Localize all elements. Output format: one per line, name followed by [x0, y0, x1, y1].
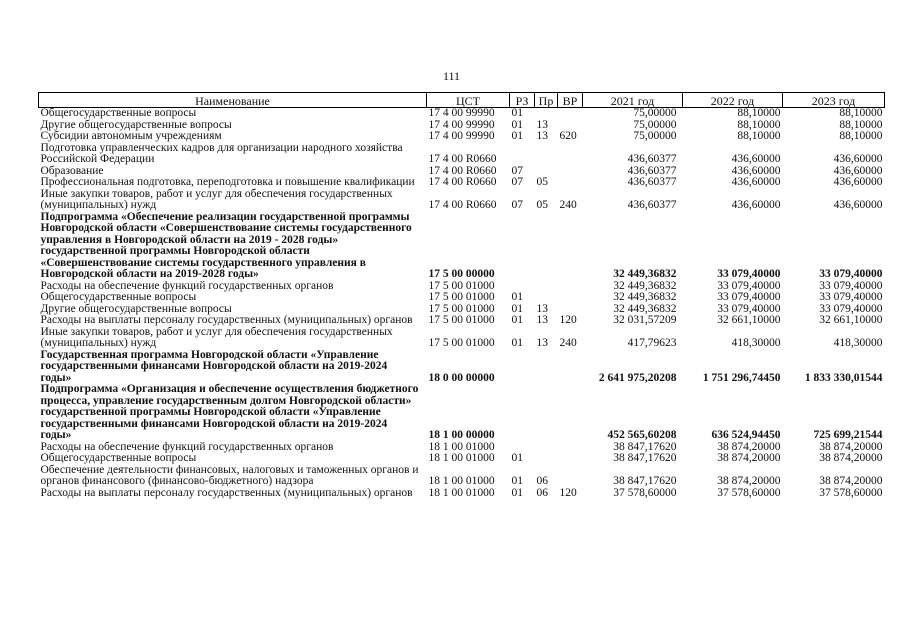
header-name: Наименование	[39, 93, 427, 108]
row-name: Субсидии автономным учреждениям	[40, 130, 222, 142]
row-pr: 05	[536, 176, 548, 188]
row-vr	[558, 442, 583, 454]
row-vr: 620	[559, 130, 577, 142]
table-row	[39, 177, 885, 189]
row-value-2023: 88,10000	[839, 118, 883, 131]
row-cst: 17 5 00 01000	[428, 302, 495, 315]
row-name: Профессиональная подготовка, переподготовка и повышение квалификации	[40, 176, 415, 188]
row-value-2023: 33 079,40000	[819, 279, 883, 292]
row-pr: 06	[536, 475, 548, 487]
row-vr: 240	[559, 199, 577, 211]
row-value-2021: 436,60377	[627, 199, 677, 211]
row-value-2022: 436,60000	[731, 153, 781, 165]
row-pr: 13	[536, 130, 548, 142]
row-name: Государственная программа Новгородской области «Управление государственными финансами Новгородской области на 2019-2024 годы»	[40, 348, 388, 384]
table-row	[39, 488, 885, 500]
row-pr	[535, 143, 558, 166]
row-value-2023: 33 079,40000	[819, 302, 883, 315]
row-vr	[558, 108, 583, 120]
row-value-2022: 636 524,94450	[711, 429, 781, 441]
row-value-2021: 436,60377	[627, 164, 677, 177]
row-value-2022: 88,10000	[737, 118, 781, 131]
row-rz: 01	[511, 107, 523, 119]
row-name: Образование	[40, 164, 104, 177]
row-vr	[558, 166, 583, 178]
row-value-2021: 75,00000	[633, 130, 677, 142]
table-row	[39, 453, 885, 465]
table-row	[39, 465, 885, 488]
row-value-2023: 436,60000	[833, 164, 883, 177]
row-value-2022: 88,10000	[737, 130, 781, 142]
row-value-2022: 38 874,20000	[717, 440, 781, 453]
table-row	[39, 131, 885, 143]
row-cst: 17 4 00 R0660	[428, 176, 497, 188]
row-vr	[558, 384, 583, 442]
row-value-2021: 2 641 975,20208	[598, 371, 677, 384]
row-name: Иные закупки товаров, работ и услуг для обеспечения государственных (муниципальных) нужд	[40, 187, 393, 211]
row-pr	[535, 108, 558, 120]
row-value-2022: 88,10000	[737, 107, 781, 119]
row-cst: 18 1 00 01000	[428, 475, 495, 487]
row-pr	[535, 384, 558, 442]
row-value-2021: 38 847,17620	[613, 452, 677, 464]
row-vr	[558, 143, 583, 166]
row-pr	[535, 281, 558, 293]
row-cst: 17 4 00 99990	[428, 118, 495, 131]
row-value-2022: 418,30000	[731, 337, 781, 349]
row-value-2022: 32 661,10000	[717, 314, 781, 326]
row-pr	[535, 212, 558, 281]
row-name: Иные закупки товаров, работ и услуг для обеспечения государственных (муниципальных) нужд	[40, 325, 393, 349]
row-value-2022: 33 079,40000	[717, 302, 781, 315]
row-name: Обеспечение деятельности финансовых, налоговых и таможенных органов и органов финансового (финансово-бюджетного) надзора	[40, 463, 419, 487]
row-vr: 120	[559, 314, 577, 326]
row-value-2021: 32 031,57209	[613, 314, 677, 326]
row-value-2023: 1 833 330,01544	[804, 371, 883, 384]
table-row	[39, 292, 885, 304]
table-row	[39, 327, 885, 350]
row-value-2021: 436,60377	[627, 153, 677, 165]
row-value-2023: 33 079,40000	[819, 268, 883, 280]
row-rz: 01	[511, 118, 523, 131]
row-value-2022: 436,60000	[731, 176, 781, 188]
header-2022: 2022 год	[683, 93, 783, 108]
row-rz: 01	[511, 314, 523, 326]
row-value-2021: 32 449,36832	[613, 268, 677, 280]
row-rz: 07	[511, 199, 523, 211]
row-value-2023: 88,10000	[839, 130, 883, 142]
row-pr: 13	[536, 302, 548, 315]
row-value-2022: 33 079,40000	[717, 291, 781, 303]
row-vr	[558, 281, 583, 293]
row-rz: 01	[511, 130, 523, 142]
row-rz: 07	[511, 176, 523, 188]
row-pr	[535, 442, 558, 454]
row-rz: 01	[511, 475, 523, 487]
row-rz	[510, 384, 535, 442]
row-value-2021: 32 449,36832	[613, 279, 677, 292]
row-value-2023: 88,10000	[839, 107, 883, 119]
row-value-2023: 38 874,20000	[819, 475, 883, 487]
row-value-2023: 436,60000	[833, 153, 883, 165]
row-value-2021: 452 565,60208	[607, 429, 677, 441]
row-rz: 01	[511, 291, 523, 303]
row-value-2022: 38 874,20000	[717, 452, 781, 464]
row-cst: 17 4 00 R0660	[428, 199, 497, 211]
header-2021: 2021 год	[583, 93, 683, 108]
row-name: Подпрограмма «Обеспечение реализации государственной программы Новгородской области «Совершенствование системы государственного управления в Новгородской области на 2019 - 2028 годы» государственной программы Новгородской области «Совершенствование системы государственного управления в Новгородской области на 2019-2028 годы»	[40, 210, 412, 280]
row-vr: 120	[559, 486, 577, 499]
row-name: Расходы на обеспечение функций государственных органов	[40, 279, 334, 292]
row-name: Расходы на выплаты персоналу государственных (муниципальных) органов	[40, 486, 413, 499]
row-value-2022: 33 079,40000	[717, 268, 781, 280]
table-row	[39, 108, 885, 120]
table-row	[39, 384, 885, 442]
budget-table	[38, 92, 885, 499]
row-vr	[558, 177, 583, 189]
row-value-2023: 32 661,10000	[819, 314, 883, 326]
row-cst: 18 1 00 01000	[428, 452, 495, 464]
row-cst: 17 4 00 R0660	[428, 153, 497, 165]
table-row	[39, 189, 885, 212]
header-pr: Пр	[535, 93, 558, 108]
row-cst: 18 0 00 00000	[428, 371, 495, 384]
row-value-2021: 38 847,17620	[613, 440, 677, 453]
row-rz	[510, 212, 535, 281]
row-cst: 17 4 00 R0660	[428, 164, 497, 177]
row-cst: 17 5 00 01000	[428, 314, 495, 326]
row-pr: 13	[536, 337, 548, 349]
row-pr: 06	[536, 486, 548, 499]
row-name: Расходы на выплаты персоналу государственных (муниципальных) органов	[40, 314, 413, 326]
table-row	[39, 350, 885, 385]
row-value-2023: 436,60000	[833, 176, 883, 188]
row-cst: 17 4 00 99990	[428, 130, 495, 142]
row-cst: 17 5 00 01000	[428, 279, 495, 292]
row-value-2023: 725 699,21544	[813, 429, 883, 441]
row-rz: 07	[511, 164, 523, 177]
row-cst: 17 5 00 01000	[428, 337, 495, 349]
row-value-2023: 33 079,40000	[819, 291, 883, 303]
row-rz: 01	[511, 302, 523, 315]
row-value-2023: 436,60000	[833, 199, 883, 211]
row-rz: 01	[511, 452, 523, 464]
row-rz	[510, 143, 535, 166]
row-cst: 18 1 00 01000	[428, 486, 495, 499]
row-value-2022: 37 578,60000	[717, 486, 781, 499]
row-cst: 17 4 00 99990	[428, 107, 495, 119]
row-vr	[558, 465, 583, 488]
row-name: Подпрограмма «Организация и обеспечение осуществления бюджетного процесса, управление государственным долгом Новгородской области» государственной программы Новгородской области «Управление государственными финансами Новгородской области на 2019-2024 годы»	[40, 383, 419, 441]
row-pr: 13	[536, 118, 548, 131]
row-vr	[558, 453, 583, 465]
row-vr	[558, 292, 583, 304]
row-value-2021: 436,60377	[627, 176, 677, 188]
row-value-2021: 37 578,60000	[613, 486, 677, 499]
row-vr	[558, 212, 583, 281]
row-cst: 17 5 00 00000	[428, 268, 495, 280]
row-rz: 01	[511, 337, 523, 349]
table-row	[39, 212, 885, 281]
row-pr	[535, 292, 558, 304]
row-value-2021: 75,00000	[633, 107, 677, 119]
row-name: Подготовка управленческих кадров для организации народного хозяйства Российской Федерации	[40, 141, 403, 165]
row-value-2021: 32 449,36832	[613, 302, 677, 315]
row-name: Расходы на обеспечение функций государственных органов	[40, 440, 334, 453]
row-value-2021: 38 847,17620	[613, 475, 677, 487]
row-value-2023: 38 874,20000	[819, 452, 883, 464]
row-vr: 240	[559, 337, 577, 349]
row-name: Другие общегосударственные вопросы	[40, 302, 232, 315]
row-pr	[535, 350, 558, 385]
row-cst: 18 1 00 01000	[428, 440, 495, 453]
table-row	[39, 143, 885, 166]
row-name: Другие общегосударственные вопросы	[40, 118, 232, 131]
row-name: Общегосударственные вопросы	[40, 291, 197, 303]
row-name: Общегосударственные вопросы	[40, 452, 197, 464]
row-name: Общегосударственные вопросы	[40, 107, 197, 119]
row-value-2023: 37 578,60000	[819, 486, 883, 499]
row-cst: 18 1 00 00000	[428, 429, 495, 441]
row-value-2022: 436,60000	[731, 199, 781, 211]
row-value-2021: 417,79623	[627, 337, 677, 349]
row-cst: 17 5 00 01000	[428, 291, 495, 303]
header-2023: 2023 год	[783, 93, 885, 108]
row-value-2022: 436,60000	[731, 164, 781, 177]
row-pr: 05	[536, 199, 548, 211]
row-vr	[558, 350, 583, 385]
row-value-2022: 38 874,20000	[717, 475, 781, 487]
page-number: 111	[442, 69, 461, 83]
row-value-2023: 418,30000	[833, 337, 883, 349]
header-cst: ЦСТ	[427, 93, 510, 108]
table-header-row	[39, 93, 885, 108]
row-value-2023: 38 874,20000	[819, 440, 883, 453]
row-value-2021: 32 449,36832	[613, 291, 677, 303]
row-value-2022: 33 079,40000	[717, 279, 781, 292]
table-row	[39, 315, 885, 327]
header-vr: ВР	[558, 93, 583, 108]
row-value-2021: 75,00000	[633, 118, 677, 131]
row-pr	[535, 453, 558, 465]
row-rz: 01	[511, 486, 523, 499]
row-pr: 13	[536, 314, 548, 326]
row-value-2022: 1 751 296,74450	[702, 371, 781, 384]
header-rz: РЗ	[510, 93, 535, 108]
row-rz	[510, 350, 535, 385]
